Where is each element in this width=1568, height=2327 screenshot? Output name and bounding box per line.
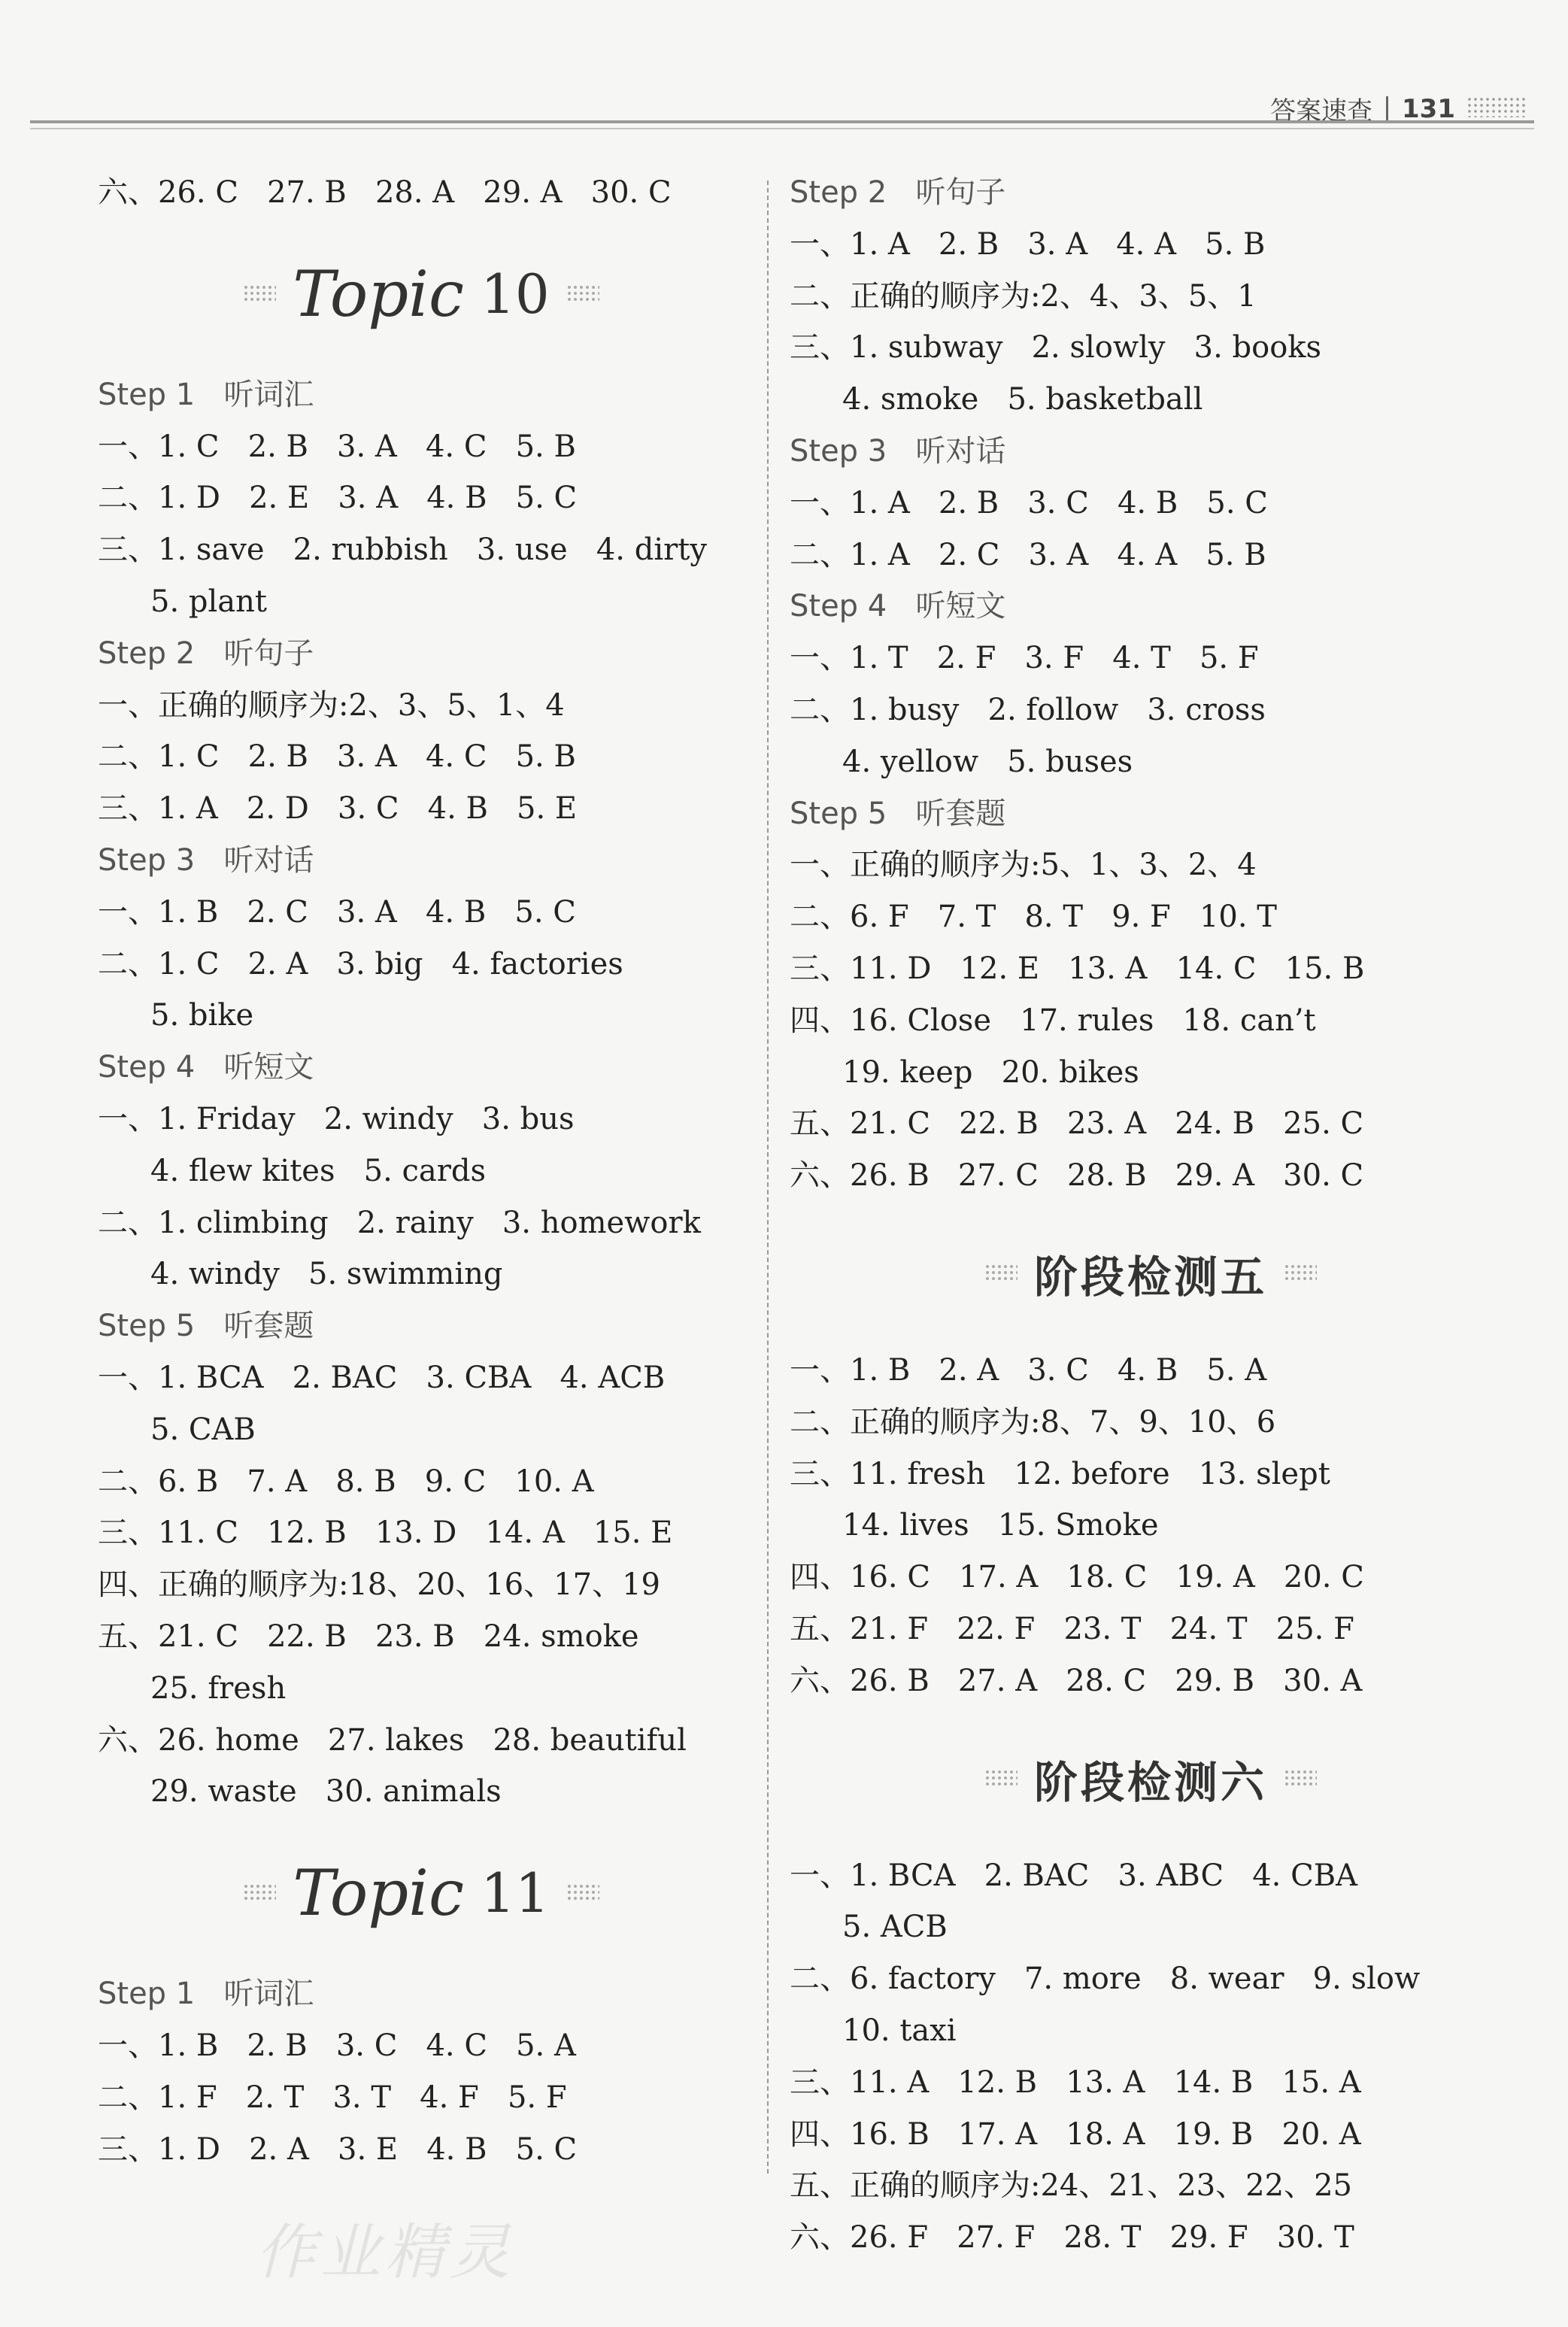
answer-line: 5. ACB <box>842 1910 948 1945</box>
answer-line: 二、正确的顺序为:2、4、3、5、1 <box>790 278 1257 314</box>
topic-number: 11 <box>481 1861 550 1925</box>
answer-line: 六、26. C 27. B 28. A 29. A 30. C <box>98 175 672 210</box>
step-heading: Step 5 听套题 <box>98 1309 314 1344</box>
decorative-dots <box>243 284 276 304</box>
answer-line: 一、1. C 2. B 3. A 4. C 5. B <box>98 429 576 464</box>
answer-line: 二、正确的顺序为:8、7、9、10、6 <box>790 1404 1276 1440</box>
answer-line: 一、1. BCA 2. BAC 3. ABC 4. CBA <box>790 1858 1357 1893</box>
answer-line: 三、1. D 2. A 3. E 4. B 5. C <box>98 2131 578 2167</box>
right-column <box>790 167 1512 2264</box>
decorative-dots <box>1284 1769 1317 1788</box>
header-separator <box>1386 96 1388 122</box>
decorative-dots <box>566 284 599 304</box>
watermark: 作业精灵 <box>256 2217 514 2287</box>
answer-line: 14. lives 15. Smoke <box>842 1508 1159 1543</box>
answer-line: 三、1. A 2. D 3. C 4. B 5. E <box>98 791 578 827</box>
answer-line: 5. bike <box>150 998 254 1033</box>
answer-line: 六、26. home 27. lakes 28. beautiful <box>98 1722 687 1758</box>
answer-line: 四、16. B 17. A 18. A 19. B 20. A <box>790 2116 1361 2152</box>
answer-line: 三、1. save 2. rubbish 3. use 4. dirty <box>98 532 707 568</box>
header-rule-thin <box>30 128 1534 129</box>
answer-line: 五、正确的顺序为:24、21、23、22、25 <box>790 2168 1352 2204</box>
stage-title: 阶段检测五 <box>1033 1251 1267 1303</box>
answer-line: 四、16. C 17. A 18. C 19. A 20. C <box>790 1560 1364 1595</box>
answer-line: 二、1. D 2. E 3. A 4. B 5. C <box>98 481 578 516</box>
step-heading: Step 4 听短文 <box>790 589 1006 624</box>
answer-line: 二、1. F 2. T 3. T 4. F 5. F <box>98 2080 567 2115</box>
answer-line: 4. flew kites 5. cards <box>150 1153 487 1188</box>
answer-line: 一、1. B 2. B 3. C 4. C 5. A <box>98 2028 576 2063</box>
decorative-dots <box>1284 1264 1317 1283</box>
answer-line: 三、11. A 12. B 13. A 14. B 15. A <box>790 2065 1361 2100</box>
answer-line: 三、11. D 12. E 13. A 14. C 15. B <box>790 951 1365 986</box>
answer-line: 19. keep 20. bikes <box>842 1054 1139 1090</box>
answer-line: 三、11. C 12. B 13. D 14. A 15. E <box>98 1515 673 1551</box>
answer-line: 五、21. C 22. B 23. B 24. smoke <box>98 1619 639 1654</box>
left-column <box>98 167 745 2175</box>
step-heading: Step 1 听词汇 <box>98 1977 314 2012</box>
answer-line: 二、6. F 7. T 8. T 9. F 10. T <box>790 900 1277 935</box>
decorative-dots <box>984 1769 1018 1788</box>
answer-line: 二、1. C 2. A 3. big 4. factories <box>98 946 623 981</box>
answer-line: 五、21. F 22. F 23. T 24. T 25. F <box>790 1611 1354 1646</box>
answer-line: 六、26. B 27. C 28. B 29. A 30. C <box>790 1158 1364 1194</box>
answer-line: 5. CAB <box>150 1412 256 1447</box>
answer-line: 二、6. B 7. A 8. B 9. C 10. A <box>98 1464 594 1499</box>
answer-line: 一、1. B 2. C 3. A 4. B 5. C <box>98 894 576 930</box>
answer-line: 二、1. climbing 2. rainy 3. homework <box>98 1205 701 1240</box>
step-heading: Step 3 听对话 <box>790 433 1006 469</box>
answer-line: 一、1. A 2. B 3. C 4. B 5. C <box>790 485 1268 520</box>
answer-line: 4. yellow 5. buses <box>842 744 1133 779</box>
answer-line: 二、1. busy 2. follow 3. cross <box>790 692 1266 727</box>
answer-line: 六、26. F 27. F 28. T 29. F 30. T <box>790 2220 1354 2256</box>
topic-word: Topic <box>293 256 465 331</box>
stage-test-6-heading <box>790 1707 1512 1850</box>
step-heading: Step 5 听套题 <box>790 796 1006 831</box>
step-heading: Step 2 听句子 <box>98 636 314 671</box>
answer-line: 25. fresh <box>150 1670 287 1706</box>
answer-line: 二、1. C 2. B 3. A 4. C 5. B <box>98 739 576 775</box>
answer-line: 三、1. subway 2. slowly 3. books <box>790 330 1322 366</box>
answer-line: 一、1. Friday 2. windy 3. bus <box>98 1101 575 1136</box>
page-number: 131 <box>1402 93 1455 124</box>
step-heading: Step 4 听短文 <box>98 1050 314 1085</box>
topic-11-heading <box>98 1818 745 1968</box>
step-heading: Step 1 听词汇 <box>98 377 314 412</box>
answer-line: 5. plant <box>150 584 267 619</box>
answer-line: 三、11. fresh 12. before 13. slept <box>790 1456 1330 1491</box>
answer-line: 一、1. T 2. F 3. F 4. T 5. F <box>790 641 1259 676</box>
topic-10-heading <box>98 219 745 369</box>
header-section-title: 答案速查 <box>1270 96 1373 126</box>
step-heading: Step 3 听对话 <box>98 842 314 878</box>
answer-line: 一、1. B 2. A 3. C 4. B 5. A <box>790 1352 1267 1388</box>
answer-line: 一、正确的顺序为:2、3、5、1、4 <box>98 687 565 723</box>
answer-line: 四、正确的顺序为:18、20、16、17、19 <box>98 1567 660 1603</box>
decorative-dots <box>243 1883 276 1903</box>
answer-line: 10. taxi <box>842 2013 957 2048</box>
answer-line: 二、1. A 2. C 3. A 4. A 5. B <box>790 537 1266 572</box>
header-rule <box>30 120 1534 123</box>
answer-line: 五、21. C 22. B 23. A 24. B 25. C <box>790 1106 1364 1142</box>
topic-number: 10 <box>481 262 550 326</box>
column-divider <box>767 181 769 2174</box>
answer-line: 一、1. A 2. B 3. A 4. A 5. B <box>790 226 1266 262</box>
answer-line: 一、正确的顺序为:5、1、3、2、4 <box>790 848 1257 883</box>
decorative-dots <box>984 1264 1018 1283</box>
step-heading: Step 2 听句子 <box>790 175 1006 210</box>
topic-word: Topic <box>293 1856 465 1931</box>
decorative-dots <box>566 1883 599 1903</box>
answer-line: 4. windy 5. swimming <box>150 1257 503 1292</box>
stage-title: 阶段检测六 <box>1033 1756 1267 1808</box>
answer-line: 四、16. Close 17. rules 18. can’t <box>790 1003 1316 1038</box>
answer-line: 六、26. B 27. A 28. C 29. B 30. A <box>790 1663 1363 1698</box>
answer-line: 一、1. BCA 2. BAC 3. CBA 4. ACB <box>98 1360 666 1395</box>
header-dot-pattern <box>1466 96 1527 117</box>
answer-line: 4. smoke 5. basketball <box>842 382 1203 417</box>
answer-line: 29. waste 30. animals <box>150 1774 502 1810</box>
answer-line: 二、6. factory 7. more 8. wear 9. slow <box>790 1961 1421 1997</box>
stage-test-5-heading <box>790 1202 1512 1345</box>
